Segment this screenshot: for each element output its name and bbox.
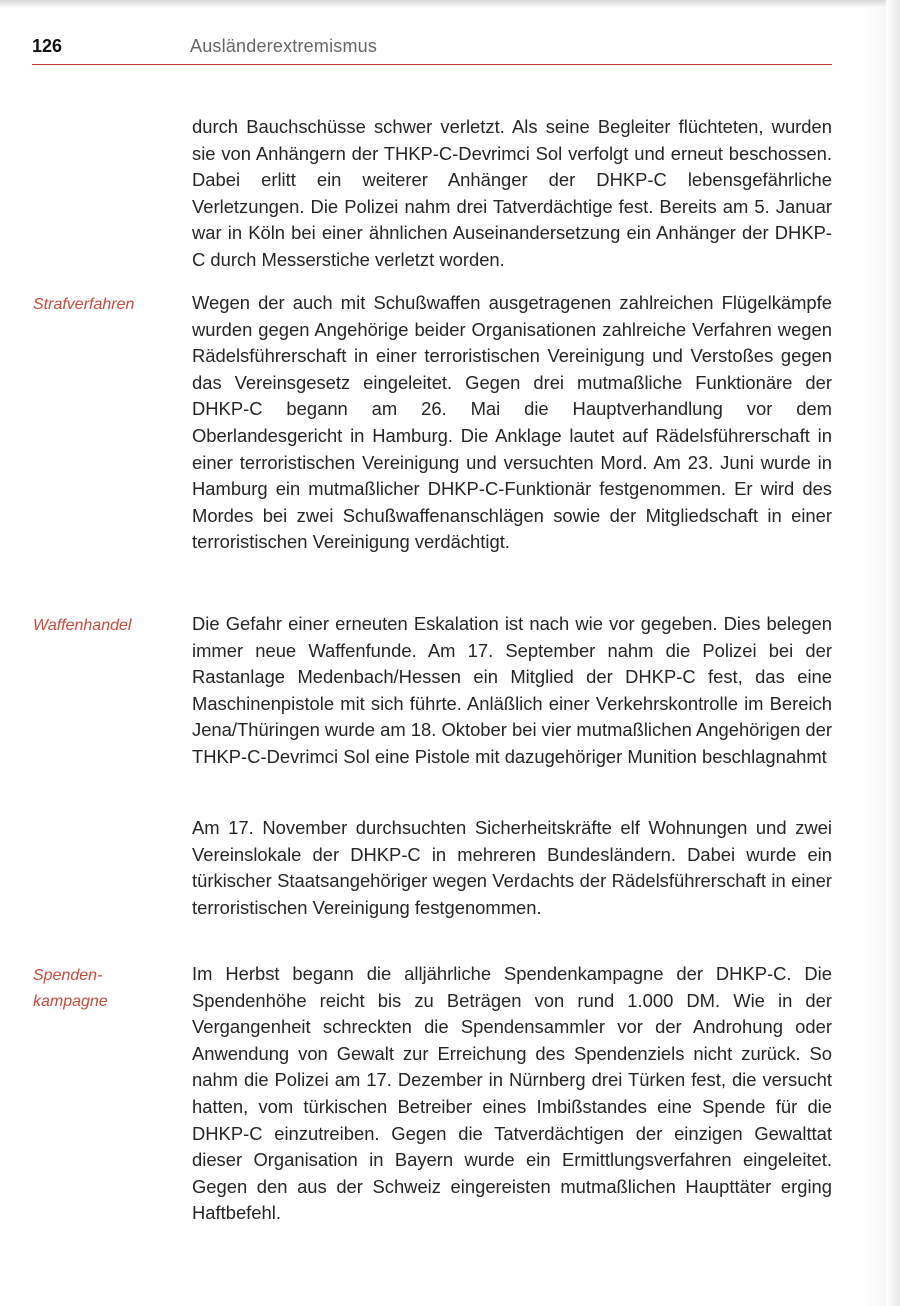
header-rule bbox=[32, 64, 832, 65]
paragraph-strafverfahren: Wegen der auch mit Schußwaffen ausgetragenen zahlreichen Flügelkämpfe wurden gegen Angehörige beider Organisationen zahlreiche Verfahren wegen Rädelsführerschaft in einer terroristischen Vereinigung und Verstoßes gegen das Vereinsgesetz eingeleitet. Gegen drei mutmaßliche Funktionäre der DHKP-C begann am 26. Mai die Hauptverhandlung vor dem Oberlandesgericht in Hamburg. Die Anklage lautet auf Rädelsführerschaft in einer terroristischen Vereinigung und versuchten Mord. Am 23. Juni wurde in Hamburg ein mutmaßlicher DHKP-C-Funktionär festgenommen. Er wird des Mordes bei zwei Schußwaffenanschlägen sowie der Mitgliedschaft in einer terroristischen Vereinigung verdächtigt. bbox=[192, 292, 832, 553]
paragraph-intro: durch Bauchschüsse schwer verletzt. Als seine Begleiter flüchteten, wurden sie von Anhängern der THKP-C-Devrimci Sol verfolgt und erneut beschossen. Dabei erlitt ein weiterer Anhänger der DHKP-C lebensgefährliche Verletzungen. Die Polizei nahm drei Tatverdächtige fest. Bereits am 5. Januar war in Köln bei einer ähnlichen Auseinandersetzung ein Anhänger der DHKP-C durch Messerstiche verletzt worden. bbox=[192, 116, 832, 270]
paragraph-spendenkampagne: Im Herbst begann die alljährliche Spendenkampagne der DHKP-C. Die Spendenhöhe reicht bis zu Beträgen von rund 1.000 DM. Wie in der Vergangenheit schreckten die Spendensammler vor der Androhung oder Anwendung von Gewalt zur Erreichung des Spendenziels nicht zurück. So nahm die Polizei am 17. Dezember in Nürnberg drei Türken fest, die versucht hatten, vom türkischen Betreiber eines Imbißstandes eine Spende für die DHKP-C einzutreiben. Gegen die Tatverdächtigen der einzigen Gewalttat dieser Organisation in Bayern wurde ein Ermittlungsverfahren eingeleitet. Gegen den aus der Schweiz eingereisten mutmaßlichen Haupttäter erging Haftbefehl. bbox=[192, 963, 832, 1224]
margin-note-waffenhandel: Waffenhandel bbox=[33, 617, 132, 634]
page-header bbox=[32, 36, 832, 66]
page-number: 126 bbox=[32, 36, 63, 56]
page-right-edge bbox=[886, 0, 900, 1306]
margin-note-spendenkampagne: Spenden- kampagne bbox=[33, 967, 108, 1010]
page-top-shadow bbox=[0, 0, 900, 8]
paragraph-durchsuchung: Am 17. November durchsuchten Sicherheitskräfte elf Wohnungen und zwei Vereinslokale der DHKP-C in mehreren Bundesländern. Dabei wurde ein türkischer Staatsangehöriger wegen Verdachts der Rädelsführerschaft in einer terroristischen Vereinigung festgenommen. bbox=[192, 817, 832, 918]
margin-note-strafverfahren: Strafverfahren bbox=[33, 296, 135, 313]
paragraph-waffenhandel: Die Gefahr einer erneuten Eskalation ist nach wie vor gegeben. Dies belegen immer neue Waffenfunde. Am 17. September nahm die Polizei bei der Rastanlage Medenbach/Hessen ein Mitglied der DHKP-C fest, das eine Maschinenpistole mit sich führte. Anläßlich einer Verkehrskontrolle im Bereich Jena/Thüringen wurde am 18. Oktober bei vier mutmaßlichen Angehörigen der THKP-C-Devrimci Sol eine Pistole mit dazugehöriger Munition beschlagnahmt bbox=[192, 613, 832, 767]
running-title: Ausländerextremismus bbox=[190, 36, 378, 56]
